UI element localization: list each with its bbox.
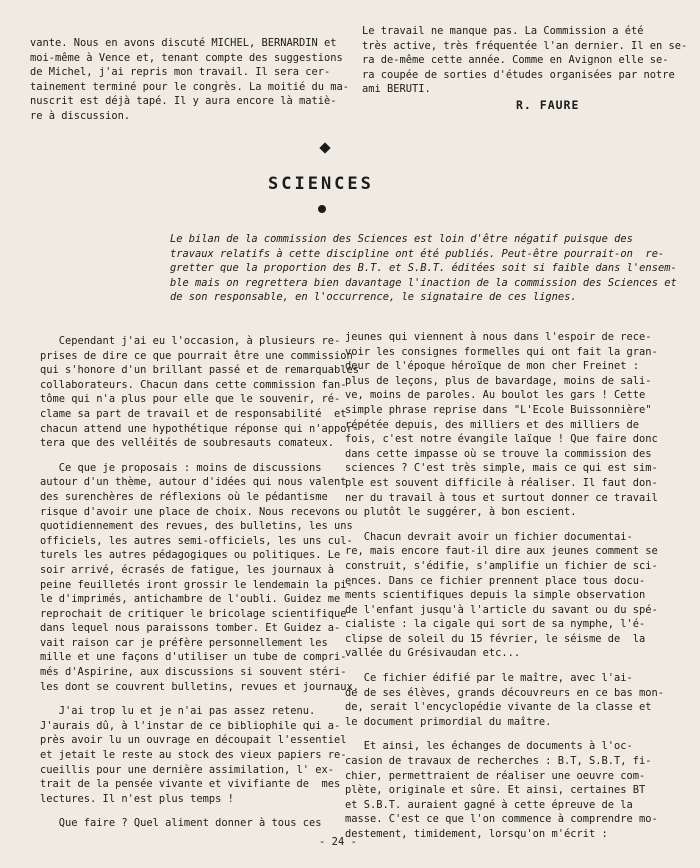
text-line: trait de la pensée vivante et vivifiante de mes	[40, 778, 341, 791]
text-line: qui s'honore d'un brillant passé et de remarquables	[40, 364, 360, 377]
text-line: le document primordial du maître.	[345, 715, 552, 728]
text-line: de, serait l'encyclopédie vivante de la classe et	[345, 701, 652, 714]
paragraph-gap	[40, 451, 332, 461]
text-line: de Michel, j'ai repris mon travail. Il sera cer-	[30, 66, 331, 79]
text-line: moi-même à Vence et, tenant compte des suggestions	[30, 51, 343, 64]
text-line: Que faire ? Quel aliment donner à tous ces	[40, 817, 322, 830]
text-line: jeunes qui viennent à nous dans l'espoir de rece-	[345, 331, 652, 343]
text-line: clipse de soleil du 15 février, le séisme de la	[345, 632, 646, 645]
text-line: Ce fichier édifié par le maître, avec l'ai-	[345, 672, 633, 685]
text-line: re à discussion.	[30, 109, 131, 122]
paragraph-gap	[345, 661, 655, 671]
text-line: Cependant j'ai eu l'occasion, à plusieurs re-	[40, 335, 341, 347]
text-line: et S.B.T. auraient gagné à cette épreuve de la	[345, 798, 633, 811]
text-line: vante. Nous en avons discuté MICHEL, BERNARDIN et	[30, 37, 337, 49]
text-line: très active, très fréquentée l'an dernier. Il en se-	[362, 39, 688, 52]
text-line: voir les consignes formelles qui ont fait la gran-	[345, 345, 658, 358]
text-line: chier, permettraient de réaliser une oeuvre com-	[345, 769, 646, 782]
text-line: de de ses élèves, grands découvreurs en ce bas mon-	[345, 686, 665, 699]
text-line: ner du travail à tous et surtout donner ce travail	[345, 491, 658, 504]
paragraph-gap	[40, 694, 332, 704]
text-line: quotidiennement des revues, des bulletins, les uns	[40, 520, 353, 533]
text-line: tainement terminé pour le congrès. La moitié du ma-	[30, 80, 350, 93]
text-line: clame sa part de travail et de responsabilité et	[40, 407, 347, 420]
text-line: plus de leçons, plus de bavardage, moins de sali-	[345, 374, 652, 387]
text-line: casion de travaux de recherches : B.T, S.B.T, fi-	[345, 755, 652, 768]
intro-paragraph	[170, 232, 677, 305]
text-line: répétée depuis, des milliers et des milliers de	[345, 418, 640, 431]
paragraph-gap	[40, 806, 332, 816]
page-number: - 24 -	[319, 836, 357, 848]
diamond-ornament-icon	[319, 142, 330, 153]
text-line: Ce que je proposais : moins de discussions	[40, 461, 322, 474]
text-line: ami BERUTI.	[362, 83, 431, 96]
text-line: près avoir lu un ouvrage en découpait l'essentiel	[40, 734, 347, 747]
text-line: ble mais on regrettera bien davantage l'inaction de la commission des Sciences et	[170, 276, 677, 289]
text-line: ments scientifiques depuis la simple observation	[345, 589, 646, 602]
text-line: deur de l'époque héroïque de mon cher Freinet :	[345, 360, 640, 373]
body-left-column	[40, 334, 360, 831]
top-right-column	[362, 24, 688, 97]
text-line: destement, timidement, lorsqu'on m'écrit :	[345, 828, 608, 840]
text-line: des surenchères de réflexions où le pédantisme	[40, 490, 328, 503]
text-line: tôme qui n'a plus pour elle que le souvenir, ré-	[40, 393, 341, 406]
text-line: cueillis pour une dernière assimilation, l' ex-	[40, 763, 335, 776]
text-line: Et ainsi, les échanges de documents à l'oc-	[345, 740, 633, 753]
text-line: ra de-même cette année. Comme en Avignon elle se-	[362, 54, 669, 67]
text-line: de son responsable, en l'occurrence, le signataire de ces lignes.	[170, 291, 577, 304]
text-line: lectures. Il n'est plus temps !	[40, 792, 234, 805]
text-line: plète, originale et sûre. Et ainsi, certaines BT	[345, 784, 646, 797]
text-line: construit, s'édifie, s'amplifie un fichier de sci-	[345, 559, 658, 572]
text-line: ences. Dans ce fichier prennent place tous docu-	[345, 574, 646, 587]
text-line: Le bilan de la commission des Sciences est loin d'être négatif puisque des	[170, 233, 633, 245]
paragraph-gap	[345, 520, 655, 530]
text-line: cialiste : la cigale qui sort de sa nymphe, l'é-	[345, 618, 646, 631]
text-line: ve, moins de paroles. Au boulot les gars ! Cette	[345, 389, 646, 402]
text-line: risque d'avoir une place de choix. Nous recevons	[40, 505, 341, 518]
text-line: vallée du Grésivaudan etc...	[345, 647, 521, 660]
text-line: J'ai trop lu et je n'ai pas assez retenu.	[40, 705, 316, 718]
text-line: masse. C'est ce que l'on commence à comprendre mo-	[345, 813, 658, 826]
signature: R. FAURE	[516, 98, 580, 112]
text-line: mille et une façons d'utiliser un tube de compri-	[40, 651, 347, 664]
text-line: autour d'un thème, autour d'idées qui nous valent	[40, 476, 347, 489]
text-line: ra coupée de sorties d'études organisées par notre	[362, 68, 675, 81]
text-line: més d'Aspirine, aux discussions si souvent stéri-	[40, 666, 347, 679]
top-left-column	[30, 36, 350, 124]
text-line: vait raison car je préfère personnellement les	[40, 636, 328, 649]
text-line: de l'enfant jusqu'à l'article du savant ou du spé-	[345, 603, 658, 616]
text-line: fois, c'est notre évangile laïque ! Que faire donc	[345, 433, 658, 446]
text-line: prises de dire ce que pourrait être une commission	[40, 349, 353, 362]
text-line: re, mais encore faut-il dire aux jeunes comment se	[345, 545, 658, 558]
text-line: Chacun devrait avoir un fichier documentai-	[345, 530, 633, 543]
text-line: ple est souvent difficile à réaliser. Il faut don-	[345, 476, 658, 489]
text-line: Le travail ne manque pas. La Commission a été	[362, 25, 644, 37]
text-line: sciences ? C'est très simple, mais ce qui est sim-	[345, 462, 658, 475]
section-title: SCIENCES	[268, 174, 374, 194]
text-line: chacun attend une hypothétique réponse qui n'appor-	[40, 422, 360, 435]
text-line: ou plutôt le suggérer, à bon escient.	[345, 506, 577, 519]
text-line: J'aurais dû, à l'instar de ce bibliophile qui a-	[40, 719, 341, 732]
paragraph-gap	[345, 729, 655, 739]
text-line: turels les autres pédagogiques ou politiques. Le	[40, 549, 341, 562]
text-line: simple phrase reprise dans "L'Ecole Buissonnière"	[345, 403, 652, 416]
text-line: travaux relatifs à cette discipline ont été publiés. Peut-être pourrait-on re-	[170, 247, 665, 260]
bullet-ornament-icon	[318, 205, 326, 213]
text-line: le d'imprimés, antichambre de l'oubli. Guidez me	[40, 593, 341, 606]
text-line: dans cette impasse où se trouve la commission des	[345, 447, 652, 460]
body-right-column	[345, 330, 665, 842]
text-line: et jetait le reste au stock des vieux papiers re-	[40, 749, 347, 762]
text-line: nuscrit est déjà tapé. Il y aura encore là matiè-	[30, 95, 337, 108]
text-line: soir arrivé, écrasés de fatigue, les journaux à	[40, 563, 335, 576]
text-line: collaborateurs. Chacun dans cette commission fan-	[40, 378, 347, 391]
text-line: dans lequel nous paraissons tomber. Et Guidez a-	[40, 622, 341, 635]
text-line: les dont se couvrent bulletins, revues et journaux.	[40, 680, 360, 693]
text-line: tera que des velléités de soubresauts comateux.	[40, 437, 335, 450]
text-line: gretter que la proportion des B.T. et S.B.T. éditées soit si faible dans l'ensem-	[170, 262, 677, 275]
text-line: peine feuilletés iront grossir le lendemain la pi-	[40, 578, 353, 591]
text-line: reprochait de critiquer le bricolage scientifique	[40, 607, 347, 620]
text-line: officiels, les autres semi-officiels, les uns cul-	[40, 534, 353, 547]
